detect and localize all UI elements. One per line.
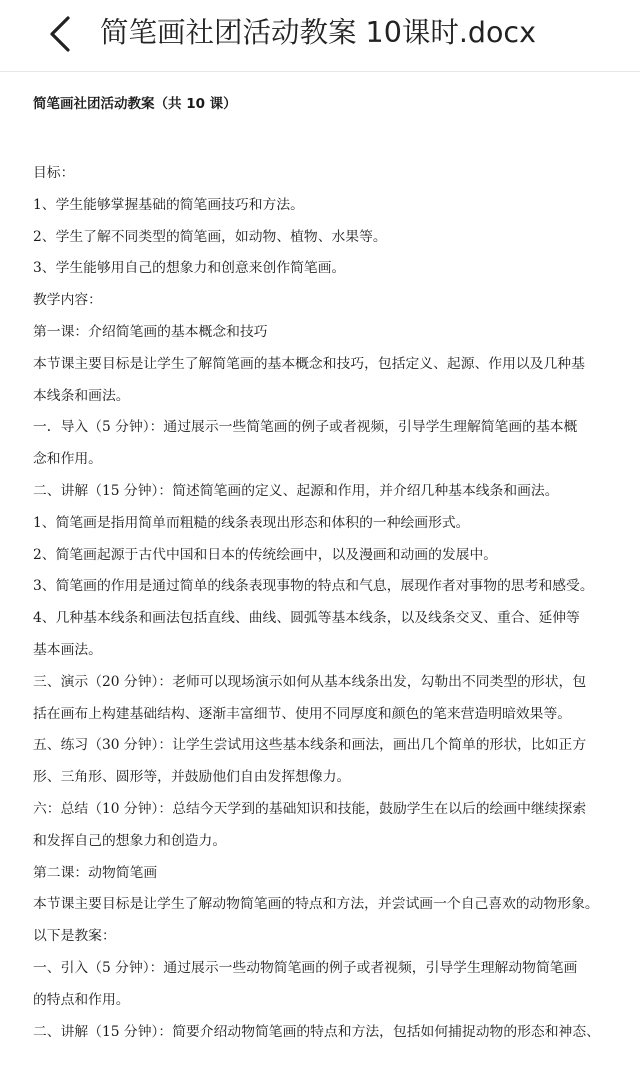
document-line: 教学内容： — [33, 292, 102, 309]
chevron-left-icon — [46, 14, 74, 54]
document-line: 本节课主要目标是让学生了解简笔画的基本概念和技巧，包括定义、起源、作用以及几种基 — [33, 355, 585, 372]
document-line: 二、讲解（15 分钟）：简述简笔画的定义、起源和作用，并介绍几种基本线条和画法。 — [33, 482, 559, 499]
document-line: 基本画法。 — [33, 641, 102, 658]
document-line: 1、简笔画是指用简单而粗糙的线条表现出形态和体积的一种绘画形式。 — [33, 514, 470, 531]
file-title: 简笔画社团活动教案 10课时.docx — [100, 16, 536, 49]
document-line: 3、学生能够用自己的想象力和创意来创作简笔画。 — [33, 260, 346, 277]
document-viewer[interactable] — [0, 72, 640, 1084]
document-line: 以下是教案： — [33, 928, 116, 945]
document-line: 2、简笔画起源于古代中国和日本的传统绘画中，以及漫画和动画的发展中。 — [33, 546, 498, 563]
document-line: 和发挥自己的想象力和创造力。 — [33, 832, 227, 849]
document-line: 一．导入（5 分钟）：通过展示一些简笔画的例子或者视频，引导学生理解简笔画的基本概 — [33, 419, 578, 436]
document-line: 1、学生能够掌握基础的简笔画技巧和方法。 — [33, 196, 304, 213]
document-line: 本线条和画法。 — [33, 387, 130, 404]
back-button[interactable] — [34, 8, 86, 60]
document-line: 二、讲解（15 分钟）：简要介绍动物简笔画的特点和方法，包括如何捕捉动物的形态和神态、 — [33, 1023, 600, 1040]
document-line: 3、简笔画的作用是通过简单的线条表现事物的特点和气息，展现作者对事物的思考和感受。 — [33, 578, 594, 595]
document-line: 括在画布上构建基础结构、逐渐丰富细节、使用不同厚度和颜色的笔来营造明暗效果等。 — [33, 705, 572, 722]
document-line: 2、学生了解不同类型的简笔画，如动物、植物、水果等。 — [33, 228, 387, 245]
document-body — [33, 158, 613, 1048]
document-line: 五、练习（30 分钟）：让学生尝试用这些基本线条和画法，画出几个简单的形状，比如正方 — [33, 737, 587, 754]
document-line: 三、演示（20 分钟）：老师可以现场演示如何从基本线条出发，勾勒出不同类型的形状，包 — [33, 673, 587, 690]
document-line: 第二课：动物简笔画 — [33, 864, 158, 881]
document-line: 的特点和作用。 — [33, 991, 130, 1008]
document-line: 形、三角形、圆形等，并鼓励他们自由发挥想像力。 — [33, 769, 351, 786]
document-line: 一、引入（5 分钟）：通过展示一些动物简笔画的例子或者视频，引导学生理解动物简笔画 — [33, 959, 578, 976]
top-bar — [0, 0, 640, 72]
document-line: 目标： — [33, 165, 75, 181]
document-heading: 简笔画社团活动教案（共 10 课） — [33, 96, 237, 112]
document-line: 本节课主要目标是让学生了解动物简笔画的特点和方法，并尝试画一个自己喜欢的动物形象。 — [33, 896, 599, 913]
document-line: 念和作用。 — [33, 451, 102, 468]
document-line: 4、几种基本线条和画法包括直线、曲线、圆弧等基本线条，以及线条交叉、重合、延伸等 — [33, 610, 580, 627]
document-line: 六：总结（10 分钟）：总结今天学到的基础知识和技能，鼓励学生在以后的绘画中继续探索 — [33, 800, 587, 817]
document-line: 第一课：介绍简笔画的基本概念和技巧 — [33, 323, 268, 340]
